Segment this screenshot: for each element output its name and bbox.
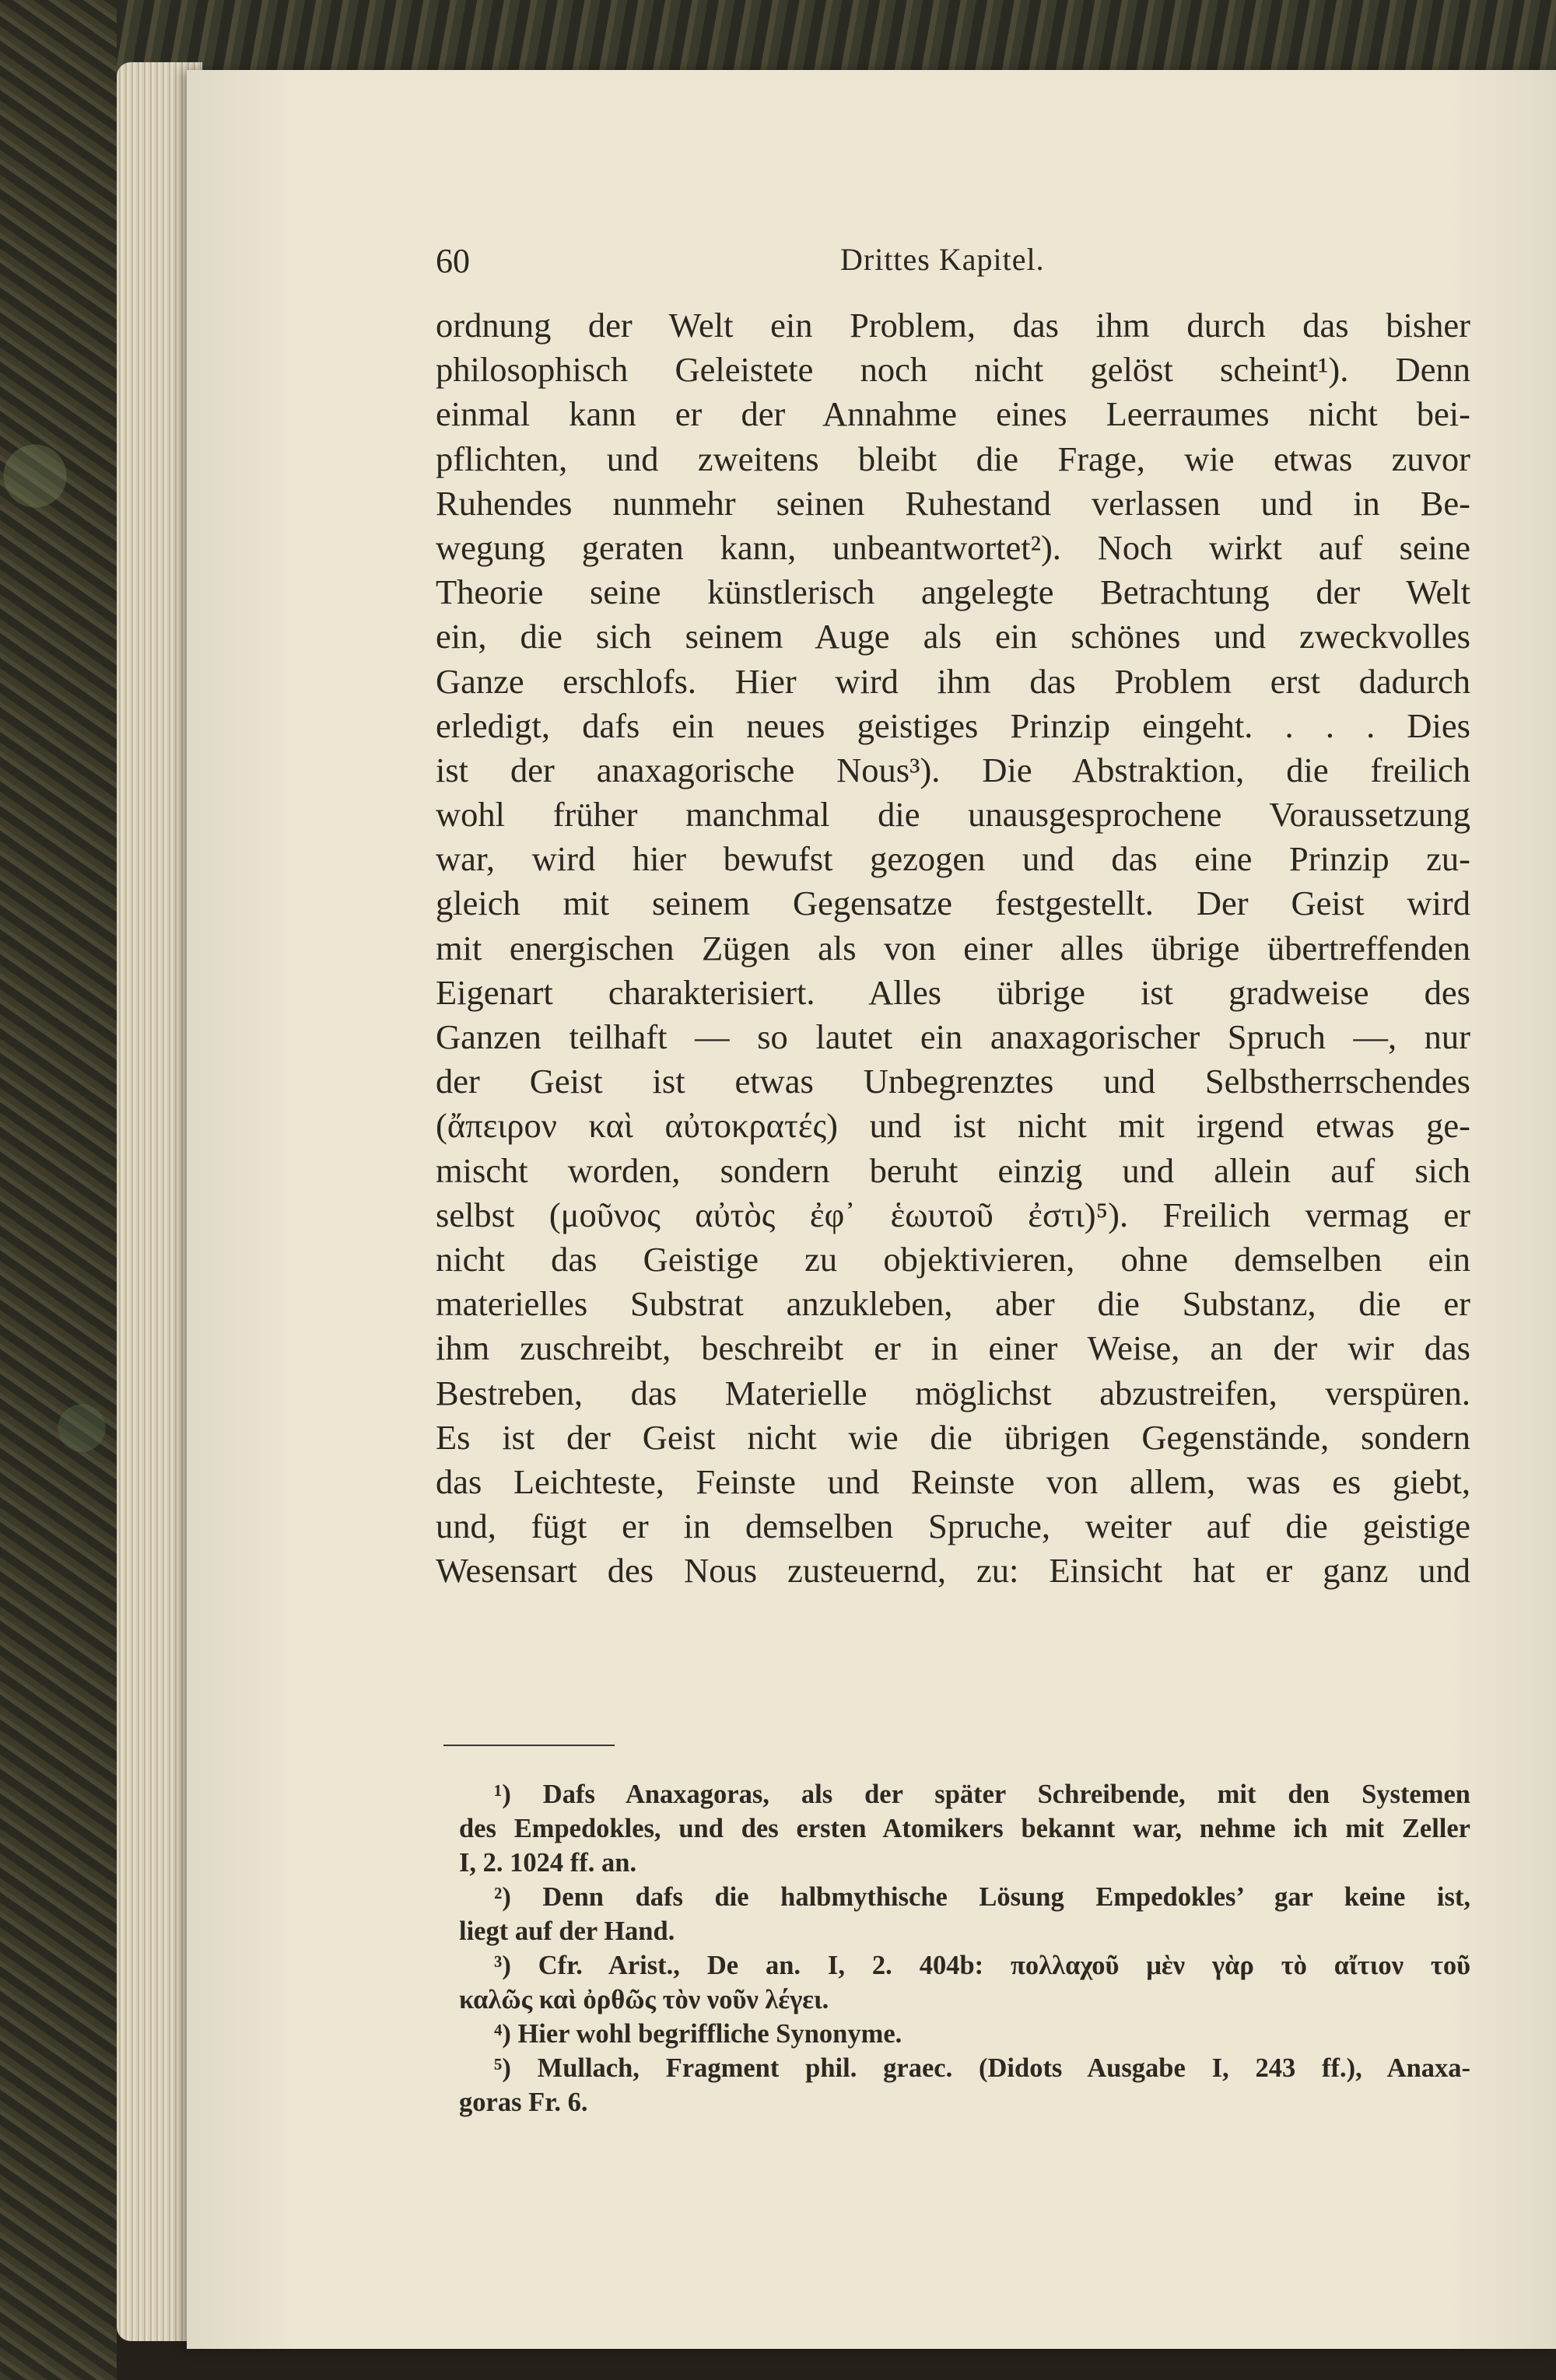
text-line: mit energischen Zügen als von einer alles übrige übertreffenden <box>436 928 1470 968</box>
text-line: erledigt, dafs ein neues geistiges Prinzip eingeht. . . . Dies <box>436 705 1470 745</box>
footnote-line: goras Fr. 6. <box>459 2088 588 2117</box>
page-number: 60 <box>436 242 470 280</box>
text-line: der Geist ist etwas Unbegrenztes und Selbstherrschendes <box>436 1062 1470 1101</box>
text-line: philosophisch Geleistete noch nicht gelöst scheint¹). Denn <box>436 350 1470 390</box>
footnote-line: des Empedokles, und des ersten Atomikers bekannt war, nehme ich mit Zeller <box>459 1814 1470 1843</box>
text-line: (ἄπειρον καὶ αὐτοκρατές) und ist nicht mit irgend etwas ge- <box>436 1106 1470 1146</box>
text-line: Eigenart charakterisiert. Alles übrige ist gradweise des <box>436 972 1470 1012</box>
footnote-line: ³) Cfr. Arist., De an. I, 2. 404b: πολλαχοῦ μὲν γὰρ τὸ αἴτιον τοῦ <box>494 1951 1470 1980</box>
text-line: ihm zuschreibt, beschreibt er in einer Weise, an der wir das <box>436 1328 1470 1368</box>
book-page <box>187 70 1556 2349</box>
text-line: und, fügt er in demselben Spruche, weiter auf die geistige <box>436 1507 1470 1546</box>
text-line: ein, die sich seinem Auge als ein schönes und zweckvolles <box>436 617 1470 656</box>
text-line: war, wird hier bewufst gezogen und das eine Prinzip zu- <box>436 839 1470 879</box>
text-line: mischt worden, sondern beruht einzig und allein auf sich <box>436 1150 1470 1190</box>
text-line: pflichten, und zweitens bleibt die Frage, wie etwas zuvor <box>436 439 1470 478</box>
text-line: Ganzen teilhaft — so lautet ein anaxagorischer Spruch —, nur <box>436 1017 1470 1056</box>
text-line: das Leichteste, Feinste und Reinste von allem, was es giebt, <box>436 1461 1470 1501</box>
text-line: Wesensart des Nous zusteuernd, zu: Einsicht hat er ganz und <box>436 1551 1470 1591</box>
text-line: Es ist der Geist nicht wie die übrigen Gegenstände, sondern <box>436 1417 1470 1457</box>
running-head: Drittes Kapitel. <box>840 242 1045 277</box>
footnote-line: ¹) Dafs Anaxagoras, als der später Schreibende, mit den Systemen <box>494 1780 1470 1809</box>
footnote-line: καλῶς καὶ ὀρθῶς τὸν νοῦν λέγει. <box>459 1985 829 2014</box>
text-line: Ganze erschlofs. Hier wird ihm das Problem erst dadurch <box>436 661 1470 701</box>
footnotes <box>459 1777 1470 2119</box>
text-line: einmal kann er der Annahme eines Leerraumes nicht bei- <box>436 394 1470 434</box>
text-line: wegung geraten kann, unbeantwortet²). Noch wirkt auf seine <box>436 527 1470 567</box>
text-line: gleich mit seinem Gegensatze festgestellt. Der Geist wird <box>436 884 1470 923</box>
text-line: ist der anaxagorische Nous³). Die Abstraktion, die freilich <box>436 750 1470 789</box>
text-line: ordnung der Welt ein Problem, das ihm durch das bisher <box>436 306 1470 345</box>
text-line: materielles Substrat anzukleben, aber die Substanz, die er <box>436 1284 1470 1324</box>
text-line: nicht das Geistige zu objektivieren, ohne demselben ein <box>436 1239 1470 1279</box>
text-line: Ruhendes nunmehr seinen Ruhestand verlassen und in Be- <box>436 483 1470 523</box>
footnote-divider <box>443 1745 615 1746</box>
text-line: selbst (μοῦνος αὐτὸς ἐφ᾽ ἑωυτοῦ ἐστι)⁵). Freilich vermag er <box>436 1195 1470 1234</box>
text-line: Theorie seine künstlerisch angelegte Betrachtung der Welt <box>436 572 1470 612</box>
footnote-line: ⁴) Hier wohl begriffliche Synonyme. <box>494 2019 902 2049</box>
text-line: wohl früher manchmal die unausgesprochene Voraussetzung <box>436 795 1470 835</box>
footnote-line: ²) Denn dafs die halbmythische Lösung Empedokles’ gar keine ist, <box>494 1882 1470 1912</box>
footnote-line: liegt auf der Hand. <box>459 1916 675 1946</box>
page-header <box>436 241 1463 288</box>
footnote-line: ⁵) Mullach, Fragment phil. graec. (Didots Ausgabe I, 243 ff.), Anaxa- <box>494 2053 1470 2083</box>
text-line: Bestreben, das Materielle möglichst abzustreifen, verspüren. <box>436 1373 1470 1412</box>
footnote-line: I, 2. 1024 ff. an. <box>459 1848 637 1878</box>
book-cover-marbled <box>0 0 117 2380</box>
body-text <box>436 303 1470 1593</box>
